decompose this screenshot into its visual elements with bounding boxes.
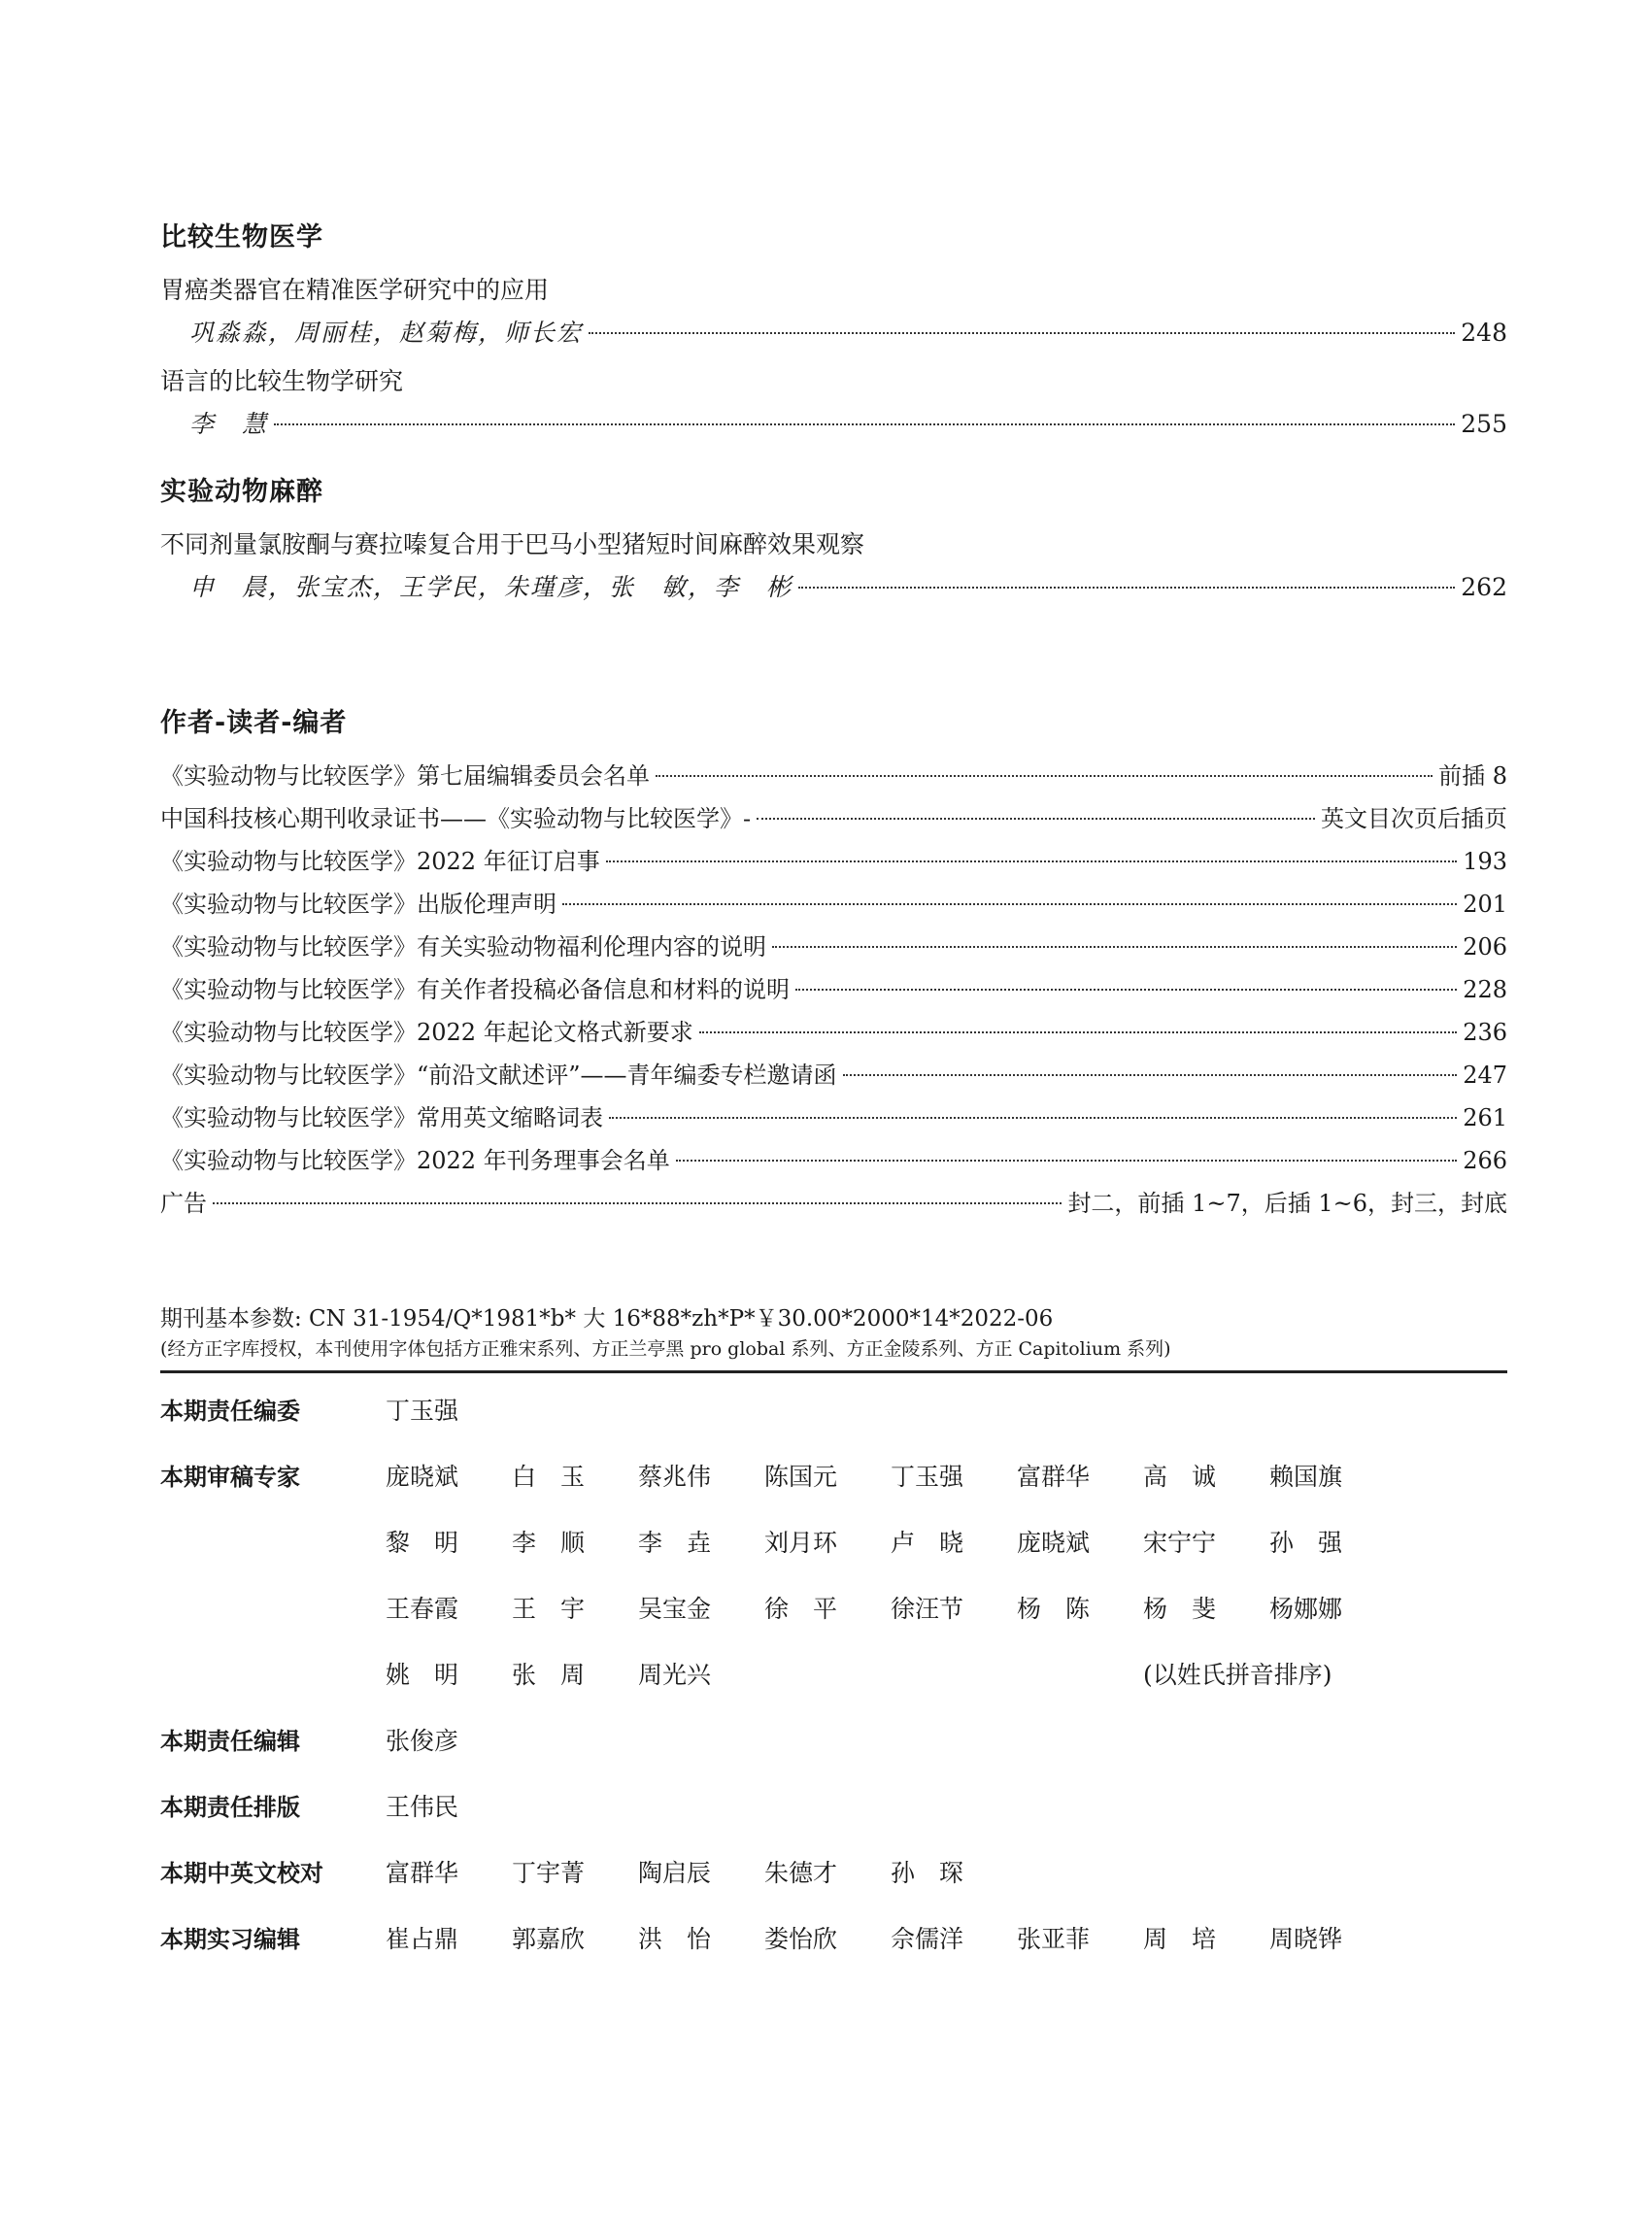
staff-row-editor-board: [160, 1395, 1507, 1428]
staff-name: 丁玉强: [386, 1397, 459, 1425]
misc-item-label: 《实验动物与比较医学》有关作者投稿必备信息和材料的说明: [160, 976, 790, 1003]
section-title: 作者-读者-编者: [160, 708, 348, 738]
dot-leader: [699, 1031, 1457, 1033]
misc-item[interactable]: [160, 1054, 1507, 1096]
misc-item-label: 《实验动物与比较医学》常用英文缩略词表: [160, 1104, 603, 1131]
staff-name: 郭嘉欣: [512, 1925, 586, 1953]
toc-page: [160, 219, 1507, 1956]
toc-section: [160, 219, 1507, 446]
staff-name: 朱德才: [764, 1859, 838, 1887]
staff-name: 姚 明: [386, 1661, 459, 1689]
staff-name: 陶启辰: [638, 1859, 712, 1887]
staff-name: 丁玉强: [891, 1463, 964, 1491]
page-number[interactable]: 255: [1461, 410, 1507, 438]
staff-name: 卢 晓: [891, 1529, 964, 1557]
page-number: 193: [1463, 848, 1507, 875]
misc-item-label: 《实验动物与比较医学》2022 年征订启事: [160, 848, 600, 875]
staff-name: 富群华: [386, 1859, 459, 1887]
dot-leader: [274, 423, 1455, 425]
misc-item[interactable]: [160, 1011, 1507, 1054]
page-number: 261: [1463, 1104, 1507, 1131]
misc-item-label: 广告: [160, 1190, 207, 1217]
staff-label: 本期实习编辑: [160, 1926, 300, 1953]
misc-item[interactable]: [160, 755, 1507, 797]
staff-row-reviewers: [160, 1461, 1507, 1692]
staff-label: 本期中英文校对: [160, 1860, 323, 1887]
article-byline: [160, 312, 1507, 354]
params-line: 期刊基本参数: CN 31-1954/Q*1981*b* 大 16*88*zh*P*￥30.00*2000*14*2022-06: [160, 1306, 1054, 1332]
staff-row-editor: [160, 1725, 1507, 1758]
staff-name: 李 顺: [512, 1529, 586, 1557]
article-authors: 巩淼淼，周丽桂，赵菊梅，师长宏: [189, 319, 584, 347]
staff-name: 崔占鼎: [386, 1925, 459, 1953]
staff-name: 娄怡欣: [764, 1925, 838, 1953]
misc-item[interactable]: [160, 1182, 1507, 1225]
staff-name: 佘儒洋: [891, 1925, 964, 1953]
divider: [160, 1370, 1507, 1373]
misc-item[interactable]: [160, 797, 1507, 840]
staff-name: 王伟民: [386, 1793, 459, 1821]
misc-item[interactable]: [160, 883, 1507, 926]
page-number: 266: [1463, 1147, 1507, 1174]
article-title[interactable]: 语言的比较生物学研究: [160, 367, 404, 395]
page-number: 封二，前插 1~7，后插 1~6，封三，封底: [1067, 1190, 1507, 1217]
misc-item-label: 《实验动物与比较医学》“前沿文献述评”——青年编委专栏邀请函: [160, 1062, 837, 1089]
misc-item[interactable]: [160, 1139, 1507, 1182]
dot-leader: [213, 1202, 1062, 1204]
staff-row-typesetting: [160, 1791, 1507, 1824]
staff-name: 洪 怡: [638, 1925, 712, 1953]
staff-name: 王春霞: [386, 1595, 459, 1623]
staff-label: 本期责任编辑: [160, 1728, 300, 1755]
staff-name: 周 培: [1143, 1925, 1217, 1953]
article-authors: 申 晨，张宝杰，王学民，朱瑾彦，张 敏，李 彬: [189, 573, 793, 601]
staff-name: 刘月环: [764, 1529, 838, 1557]
misc-section: [160, 704, 1507, 1225]
misc-item[interactable]: [160, 968, 1507, 1011]
page-number: 236: [1463, 1019, 1507, 1046]
dot-leader: [676, 1160, 1457, 1162]
staff-name: 富群华: [1017, 1463, 1091, 1491]
sort-note: (以姓氏拼音排序): [1143, 1661, 1332, 1689]
staff-name: 杨 斐: [1143, 1595, 1217, 1623]
dot-leader: [757, 818, 1315, 820]
dot-leader: [772, 946, 1457, 948]
article-authors: 李 慧: [189, 410, 269, 438]
staff-name: 徐汪节: [891, 1595, 964, 1623]
staff-name: 蔡兆伟: [638, 1463, 712, 1491]
dot-leader: [606, 860, 1457, 862]
staff-name: 白 玉: [512, 1463, 586, 1491]
misc-item[interactable]: [160, 840, 1507, 883]
staff-name: 宋宁宁: [1143, 1529, 1217, 1557]
dot-leader: [609, 1117, 1457, 1119]
misc-item-label: 《实验动物与比较医学》2022 年起论文格式新要求: [160, 1019, 693, 1046]
staff-name: 杨 陈: [1017, 1595, 1091, 1623]
staff-name: 吴宝金: [638, 1595, 712, 1623]
page-number: 228: [1463, 976, 1507, 1003]
staff-label: 本期责任排版: [160, 1794, 300, 1821]
staff-name: 李 垚: [638, 1529, 712, 1557]
article-title[interactable]: 不同剂量氯胺酮与赛拉嗪复合用于巴马小型猪短时间麻醉效果观察: [160, 530, 865, 558]
font-license-note: (经方正字库授权，本刊使用字体包括方正雅宋系列、方正兰亭黑 pro global 系列、方正金陵系列、方正 Capitolium 系列): [160, 1338, 1171, 1360]
staff-block: [160, 1395, 1507, 1956]
staff-name: 高 诚: [1143, 1463, 1217, 1491]
misc-item-label: 《实验动物与比较医学》第七届编辑委员会名单: [160, 762, 650, 790]
page-number: 英文目次页后插页: [1321, 805, 1507, 832]
article-title[interactable]: 胃癌类器官在精准医学研究中的应用: [160, 276, 550, 304]
staff-name: 黎 明: [386, 1529, 459, 1557]
staff-name: 王 宇: [512, 1595, 586, 1623]
staff-name: 张亚菲: [1017, 1925, 1091, 1953]
misc-item-label: 《实验动物与比较医学》2022 年刊务理事会名单: [160, 1147, 670, 1174]
staff-name: 徐 平: [764, 1595, 838, 1623]
toc-section: [160, 473, 1507, 609]
page-number: 201: [1463, 891, 1507, 918]
misc-item-label: 中国科技核心期刊收录证书——《实验动物与比较医学》-: [160, 805, 752, 832]
section-title: 实验动物麻醉: [160, 477, 323, 507]
staff-name: 周晓铧: [1269, 1925, 1343, 1953]
page-number[interactable]: 262: [1461, 573, 1507, 601]
staff-name: 庞晓斌: [1017, 1529, 1091, 1557]
misc-item[interactable]: [160, 1096, 1507, 1139]
page-number: 247: [1463, 1062, 1507, 1089]
staff-name: 丁宇菁: [512, 1859, 586, 1887]
staff-row-interns: [160, 1923, 1507, 1956]
staff-name: 孙 强: [1269, 1529, 1343, 1557]
dot-leader: [795, 989, 1457, 991]
staff-name: 赖国旗: [1269, 1463, 1343, 1491]
page-number: 前插 8: [1438, 762, 1507, 790]
staff-name: 杨娜娜: [1269, 1595, 1343, 1623]
staff-name: 周光兴: [638, 1661, 712, 1689]
staff-label: 本期责任编委: [160, 1398, 300, 1425]
section-title: 比较生物医学: [160, 222, 323, 253]
dot-leader: [562, 903, 1457, 905]
dot-leader: [589, 332, 1455, 334]
misc-item[interactable]: [160, 926, 1507, 968]
staff-row-proofreading: [160, 1857, 1507, 1890]
staff-name: 陈国元: [764, 1463, 838, 1491]
page-number: 206: [1463, 933, 1507, 961]
dot-leader: [656, 775, 1433, 777]
misc-item-label: 《实验动物与比较医学》有关实验动物福利伦理内容的说明: [160, 933, 766, 961]
page-number[interactable]: 248: [1461, 319, 1507, 347]
misc-item-label: 《实验动物与比较医学》出版伦理声明: [160, 891, 556, 918]
article-byline: [160, 403, 1507, 446]
staff-label: 本期审稿专家: [160, 1464, 300, 1491]
article-byline: [160, 566, 1507, 609]
staff-name: 孙 琛: [891, 1859, 964, 1887]
dot-leader: [798, 587, 1455, 589]
staff-name: 庞晓斌: [386, 1463, 459, 1491]
dot-leader: [843, 1074, 1458, 1076]
staff-name: 张 周: [512, 1661, 586, 1689]
journal-params: [160, 1302, 1507, 1373]
staff-name: 张俊彦: [386, 1727, 459, 1755]
